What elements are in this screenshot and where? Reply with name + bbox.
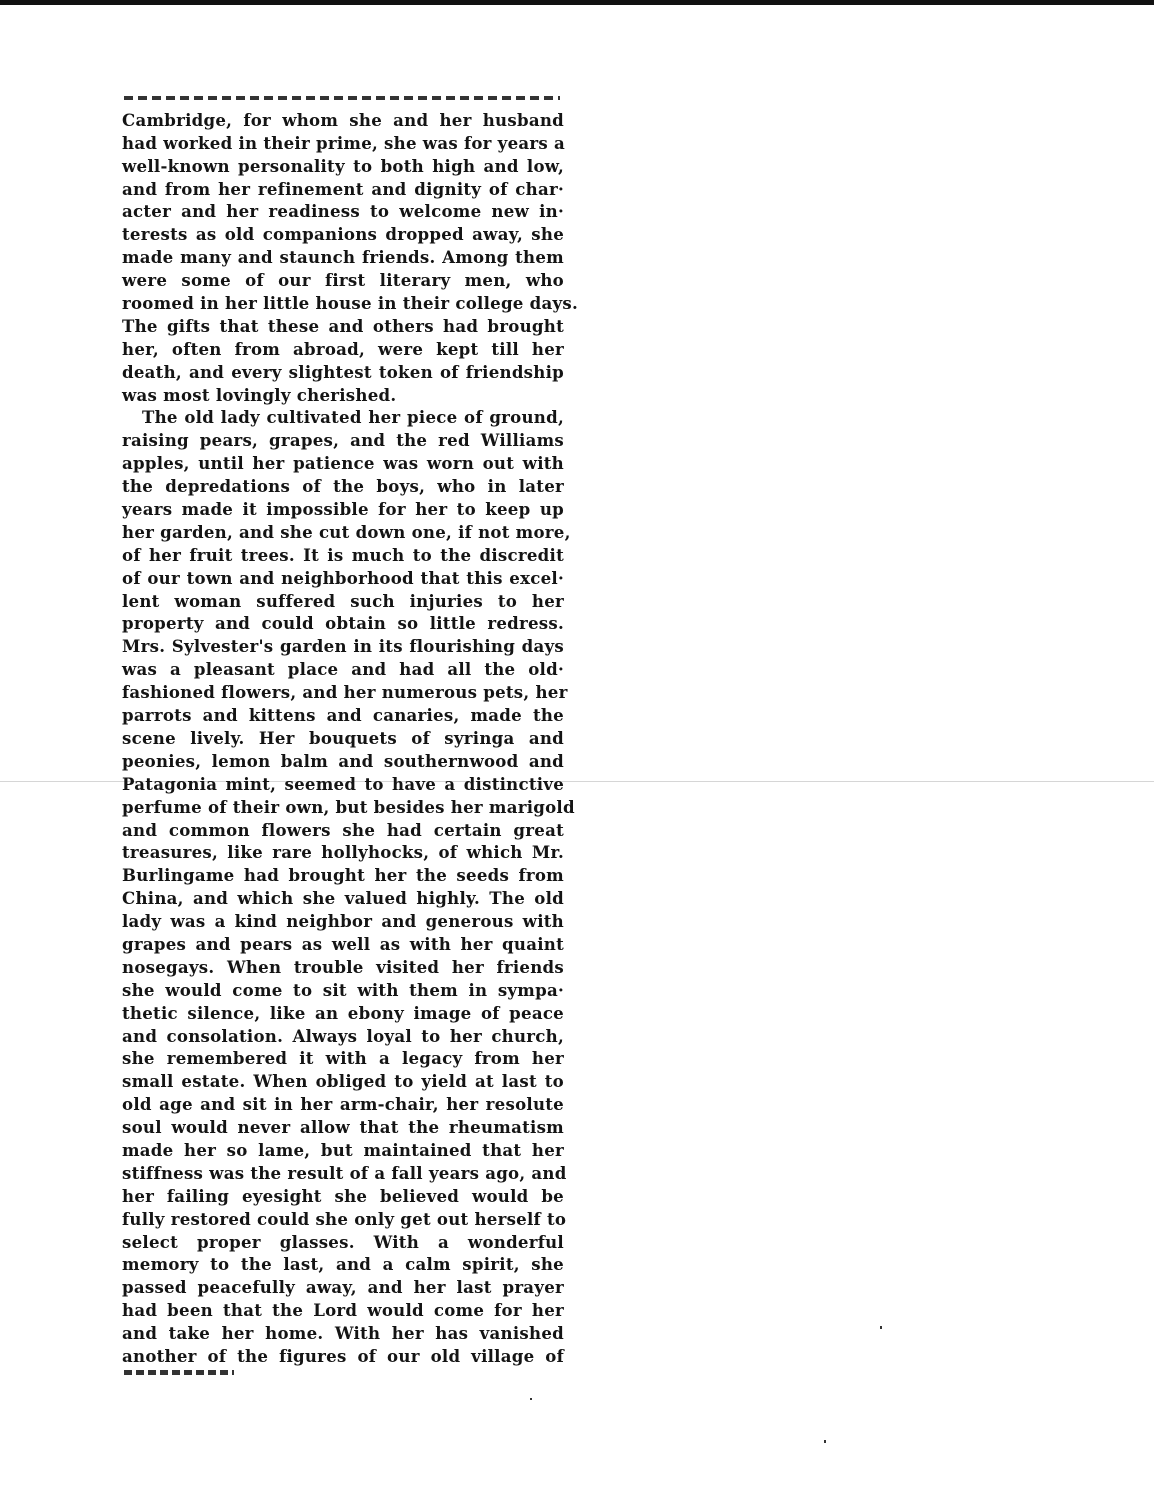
article-line: and take her home. With her has vanished bbox=[122, 1323, 564, 1344]
article-line: was most lovingly cherished. bbox=[122, 384, 397, 405]
article-line: nosegays. When trouble visited her friends bbox=[122, 956, 564, 977]
article-line: and consolation. Always loyal to her church, bbox=[122, 1025, 564, 1046]
article-line: thetic silence, like an ebony image of peace bbox=[122, 1002, 564, 1023]
article-line: China, and which she valued highly. The old bbox=[122, 888, 564, 909]
article-line: peonies, lemon balm and southernwood and bbox=[122, 750, 564, 771]
article-line: acter and her readiness to welcome new in· bbox=[122, 201, 564, 222]
article-line: she remembered it with a legacy from her bbox=[122, 1048, 564, 1069]
scan-speck bbox=[880, 1326, 882, 1329]
scan-top-edge bbox=[0, 0, 1154, 5]
article-line: Patagonia mint, seemed to have a distinctive bbox=[122, 773, 564, 794]
article-line: memory to the last, and a calm spirit, she bbox=[122, 1254, 564, 1275]
article-line: lent woman suffered such injuries to her bbox=[122, 590, 564, 611]
article-line: grapes and pears as well as with her quaint bbox=[122, 933, 564, 954]
article-line: small estate. When obliged to yield at last to bbox=[122, 1071, 564, 1092]
article-line: her garden, and she cut down one, if not more, bbox=[122, 521, 571, 542]
article-line: old age and sit in her arm-chair, her resolute bbox=[122, 1094, 564, 1115]
article-line: fashioned flowers, and her numerous pets, her bbox=[122, 682, 568, 703]
article-line: perfume of their own, but besides her marigold bbox=[122, 796, 575, 817]
article-line: well-known personality to both high and low, bbox=[122, 155, 564, 176]
article-column bbox=[122, 86, 579, 1391]
article-line: were some of our first literary men, who bbox=[122, 270, 564, 291]
article-line: made her so lame, but maintained that her bbox=[122, 1139, 564, 1160]
article-line: The old lady cultivated her piece of ground, bbox=[142, 407, 564, 428]
article-line: apples, until her patience was worn out with bbox=[122, 453, 564, 474]
article-line: parrots and kittens and canaries, made the bbox=[122, 705, 564, 726]
article-line bbox=[122, 1368, 564, 1391]
article-line: treasures, like rare hollyhocks, of which Mr. bbox=[122, 842, 564, 863]
scan-speck bbox=[824, 1440, 826, 1443]
article-line: the depredations of the boys, who in later bbox=[122, 476, 564, 497]
article-line: was a pleasant place and had all the old· bbox=[122, 659, 564, 680]
article-line: death, and every slightest token of friendship bbox=[122, 361, 564, 382]
article-line: fully restored could she only get out herself to bbox=[122, 1208, 567, 1229]
article-line: of our town and neighborhood that this excel· bbox=[122, 567, 564, 588]
scan-speck bbox=[530, 1398, 532, 1400]
article-line: she would come to sit with them in sympa· bbox=[122, 979, 564, 1000]
article-line: Mrs. Sylvester's garden in its flourishing days bbox=[122, 636, 564, 657]
article-line: terests as old companions dropped away, she bbox=[122, 224, 564, 245]
article-line: her, often from abroad, were kept till her bbox=[122, 338, 564, 359]
article-line: The gifts that these and others had brought bbox=[122, 315, 564, 336]
article-line: roomed in her little house in their college days. bbox=[122, 293, 579, 314]
article-line: had been that the Lord would come for her bbox=[122, 1300, 564, 1321]
article-line: made many and staunch friends. Among them bbox=[122, 247, 564, 268]
article-line: Cambridge, for whom she and her husband bbox=[122, 109, 564, 130]
article-line: lady was a kind neighbor and generous with bbox=[122, 911, 564, 932]
article-line: select proper glasses. With a wonderful bbox=[122, 1231, 564, 1252]
article-line: Burlingame had brought her the seeds from bbox=[122, 865, 564, 886]
article-line: property and could obtain so little redress. bbox=[122, 613, 564, 634]
article-line: soul would never allow that the rheumatism bbox=[122, 1117, 564, 1138]
article-line: years made it impossible for her to keep up bbox=[122, 499, 564, 520]
article-line: scene lively. Her bouquets of syringa and bbox=[122, 727, 564, 748]
article-line: raising pears, grapes, and the red Williams bbox=[122, 430, 564, 451]
article-line: and from her refinement and dignity of char· bbox=[122, 178, 564, 199]
article-line: of her fruit trees. It is much to the discredit bbox=[122, 544, 564, 565]
article-line: stiffness was the result of a fall years ago, and bbox=[122, 1162, 567, 1183]
article-line: and common flowers she had certain great bbox=[122, 819, 564, 840]
article-line: her failing eyesight she believed would be bbox=[122, 1185, 564, 1206]
article-line: passed peacefully away, and her last prayer bbox=[122, 1277, 564, 1298]
article-line bbox=[122, 86, 564, 109]
article-line: had worked in their prime, she was for years a bbox=[122, 132, 565, 153]
article-line: another of the figures of our old village of bbox=[122, 1345, 564, 1366]
